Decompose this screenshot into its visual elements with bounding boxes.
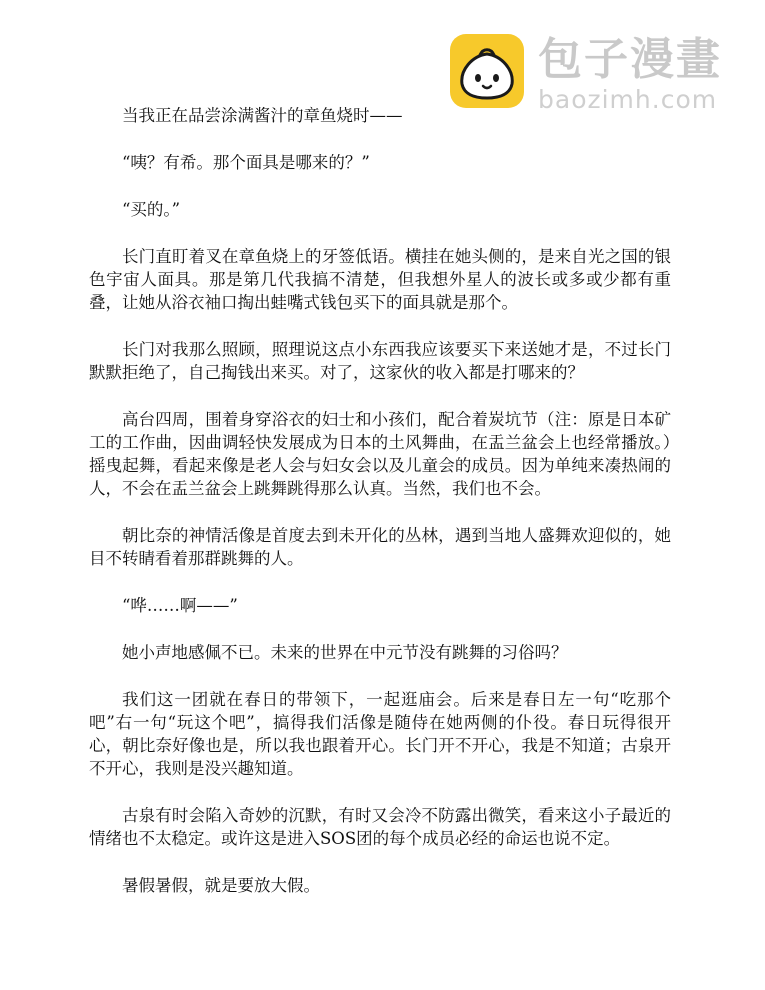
- paragraph: 长门直盯着叉在章鱼烧上的牙签低语。横挂在她头侧的，是来自光之国的银色宇宙人面具。那是第几代我搞不清楚，但我想外星人的波长或多或少都有重叠，让她从浴衣袖口掏出蛙嘴式钱包买下的面具就是那个。: [89, 247, 671, 312]
- bun-mascot-icon: [450, 34, 524, 108]
- paragraph: “买的。”: [122, 200, 181, 219]
- paragraph: “哗……啊——”: [122, 596, 238, 615]
- paragraph: 当我正在品尝涂满酱汁的章鱼烧时——: [122, 106, 403, 125]
- watermark-title: 包子漫畫: [538, 34, 722, 85]
- paragraph: 古泉有时会陷入奇妙的沉默，有时又会冷不防露出微笑，看来这小子最近的情绪也不太稳定。或许这是进入SOS团的每个成员必经的命运也说不定。: [89, 806, 671, 848]
- paragraph: 我们这一团就在春日的带领下，一起逛庙会。后来是春日左一句“吃那个吧”右一句“玩这个吧”，搞得我们活像是随侍在她两侧的仆役。春日玩得很开心，朝比奈好像也是，所以我也跟着开心。长门开不开心，我是不知道；古泉开不开心，我则是没兴趣知道。: [89, 690, 671, 778]
- paragraph: 长门对我那么照顾，照理说这点小东西我应该要买下来送她才是，不过长门默默拒绝了，自己掏钱出来买。对了，这家伙的收入都是打哪来的？: [89, 340, 671, 382]
- page-text: [89, 104, 671, 921]
- paragraph: 她小声地感佩不已。未来的世界在中元节没有跳舞的习俗吗？: [122, 643, 568, 662]
- watermark-domain: baozimh.com: [538, 85, 718, 114]
- paragraph: 朝比奈的神情活像是首度去到未开化的丛林，遇到当地人盛舞欢迎似的，她目不转睛看着那群跳舞的人。: [89, 526, 671, 568]
- paragraph: 暑假暑假，就是要放大假。: [122, 876, 320, 895]
- paragraph: “咦？有希。那个面具是哪来的？”: [122, 153, 370, 172]
- paragraph: 高台四周，围着身穿浴衣的妇士和小孩们，配合着炭坑节（注：原是日本矿工的工作曲，因曲调轻快发展成为日本的土风舞曲，在盂兰盆会上也经常播放。）摇曳起舞，看起来像是老人会与妇女会以及儿童会的成员。因为单纯来凑热闹的人，不会在盂兰盆会上跳舞跳得那么认真。当然，我们也不会。: [89, 410, 671, 498]
- watermark-logo: [450, 34, 750, 114]
